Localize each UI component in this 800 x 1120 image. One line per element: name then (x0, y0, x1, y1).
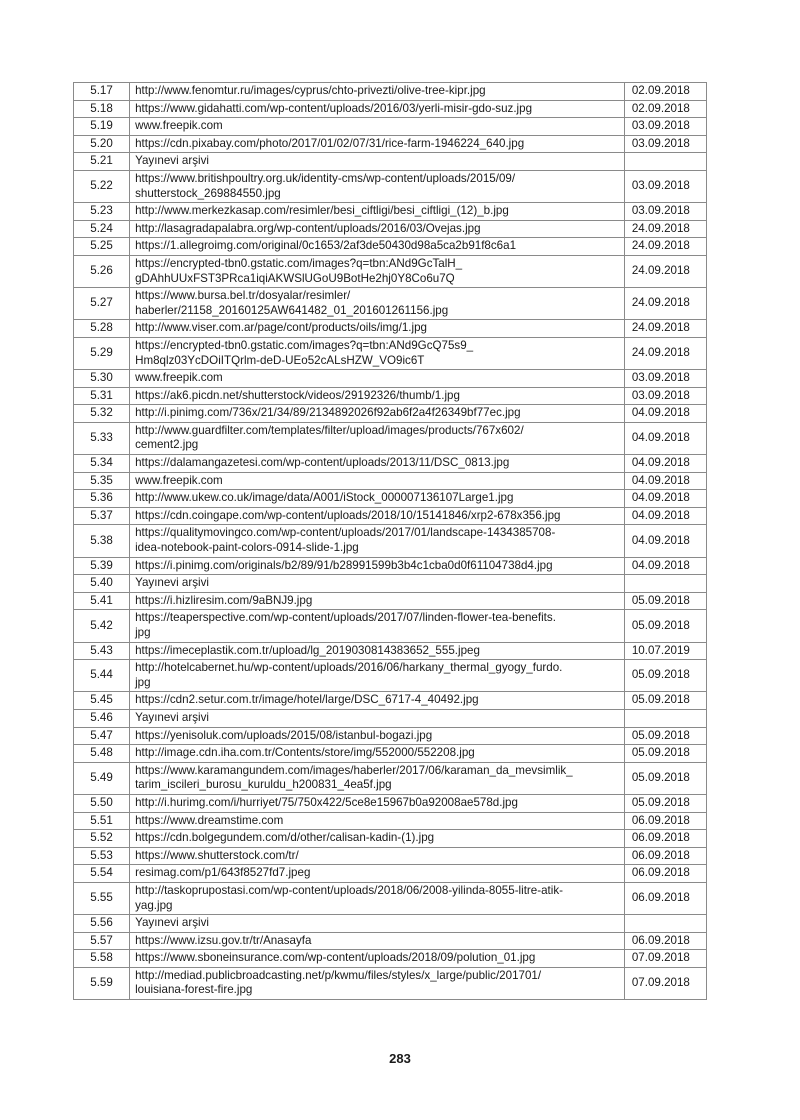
table-row (74, 745, 707, 763)
figure-number-cell: 5.33 (74, 422, 130, 454)
source-cell: http://www.ukew.co.uk/image/data/A001/iStock_000007136107Large1.jpg (130, 490, 625, 508)
figure-number-cell: 5.48 (74, 745, 130, 763)
table-row (74, 642, 707, 660)
table-row (74, 882, 707, 914)
figure-number-cell: 5.17 (74, 83, 130, 101)
access-date-cell: 04.09.2018 (624, 455, 706, 473)
table-row (74, 915, 707, 933)
figure-number-cell: 5.45 (74, 692, 130, 710)
figure-number-cell: 5.43 (74, 642, 130, 660)
source-cell: https://cdn2.setur.com.tr/image/hotel/large/DSC_6717-4_40492.jpg (130, 692, 625, 710)
figure-number-cell: 5.53 (74, 847, 130, 865)
access-date-cell: 04.09.2018 (624, 405, 706, 423)
access-date-cell: 24.09.2018 (624, 238, 706, 256)
figure-number-cell: 5.37 (74, 507, 130, 525)
access-date-cell (624, 153, 706, 171)
figure-number-cell: 5.25 (74, 238, 130, 256)
figure-number-cell: 5.32 (74, 405, 130, 423)
access-date-cell: 03.09.2018 (624, 203, 706, 221)
figure-number-cell: 5.59 (74, 967, 130, 999)
figure-number-cell: 5.23 (74, 203, 130, 221)
figure-number-cell: 5.34 (74, 455, 130, 473)
source-cell: http://taskoprupostasi.com/wp-content/uploads/2018/06/2008-yilinda-8055-litre-atik- yag.jpg (130, 882, 625, 914)
access-date-cell: 05.09.2018 (624, 660, 706, 692)
table-row (74, 153, 707, 171)
table-row (74, 692, 707, 710)
source-cell: http://i.hurimg.com/i/hurriyet/75/750x422/5ce8e15967b0a92008ae578d.jpg (130, 794, 625, 812)
table-row (74, 575, 707, 593)
access-date-cell: 05.09.2018 (624, 592, 706, 610)
access-date-cell: 07.09.2018 (624, 967, 706, 999)
figure-number-cell: 5.41 (74, 592, 130, 610)
figure-number-cell: 5.57 (74, 932, 130, 950)
access-date-cell: 05.09.2018 (624, 794, 706, 812)
figure-number-cell: 5.26 (74, 255, 130, 287)
figure-number-cell: 5.20 (74, 135, 130, 153)
table-row (74, 932, 707, 950)
figure-number-cell: 5.39 (74, 557, 130, 575)
access-date-cell: 03.09.2018 (624, 387, 706, 405)
access-date-cell: 02.09.2018 (624, 83, 706, 101)
table-row (74, 135, 707, 153)
source-cell: https://dalamangazetesi.com/wp-content/uploads/2013/11/DSC_0813.jpg (130, 455, 625, 473)
access-date-cell: 06.09.2018 (624, 830, 706, 848)
table-row (74, 610, 707, 642)
image-sources-table-body (74, 83, 707, 1000)
source-cell: http://i.pinimg.com/736x/21/34/89/2134892026f92ab6f2a4f26349bf77ec.jpg (130, 405, 625, 423)
figure-number-cell: 5.40 (74, 575, 130, 593)
access-date-cell: 04.09.2018 (624, 472, 706, 490)
source-cell: Yayınevi arşivi (130, 153, 625, 171)
access-date-cell: 06.09.2018 (624, 882, 706, 914)
table-row (74, 220, 707, 238)
source-cell: http://hotelcabernet.hu/wp-content/uploads/2016/06/harkany_thermal_gyogy_furdo. jpg (130, 660, 625, 692)
source-cell: http://www.guardfilter.com/templates/filter/upload/images/products/767x602/ cement2.jpg (130, 422, 625, 454)
source-cell: http://image.cdn.iha.com.tr/Contents/store/img/552000/552208.jpg (130, 745, 625, 763)
access-date-cell: 03.09.2018 (624, 118, 706, 136)
table-row (74, 525, 707, 557)
source-cell: Yayınevi arşivi (130, 575, 625, 593)
access-date-cell: 05.09.2018 (624, 692, 706, 710)
source-cell: https://www.dreamstime.com (130, 812, 625, 830)
figure-number-cell: 5.42 (74, 610, 130, 642)
table-row (74, 118, 707, 136)
access-date-cell: 04.09.2018 (624, 525, 706, 557)
table-row (74, 405, 707, 423)
access-date-cell (624, 709, 706, 727)
access-date-cell: 05.09.2018 (624, 727, 706, 745)
source-cell: https://i.hizliresim.com/9aBNJ9.jpg (130, 592, 625, 610)
source-cell: www.freepik.com (130, 472, 625, 490)
figure-number-cell: 5.27 (74, 288, 130, 320)
access-date-cell: 24.09.2018 (624, 220, 706, 238)
access-date-cell: 03.09.2018 (624, 135, 706, 153)
figure-number-cell: 5.58 (74, 950, 130, 968)
access-date-cell (624, 575, 706, 593)
table-row (74, 660, 707, 692)
table-row (74, 794, 707, 812)
figure-number-cell: 5.18 (74, 100, 130, 118)
source-cell: https://yenisoluk.com/uploads/2015/08/istanbul-bogazi.jpg (130, 727, 625, 745)
access-date-cell: 24.09.2018 (624, 255, 706, 287)
access-date-cell: 05.09.2018 (624, 745, 706, 763)
access-date-cell: 07.09.2018 (624, 950, 706, 968)
table-row (74, 170, 707, 202)
figure-number-cell: 5.54 (74, 865, 130, 883)
source-cell: https://i.pinimg.com/originals/b2/89/91/b28991599b3b4c1cba0d0f61104738d4.jpg (130, 557, 625, 575)
table-row (74, 387, 707, 405)
source-cell: https://cdn.coingape.com/wp-content/uploads/2018/10/15141846/xrp2-678x356.jpg (130, 507, 625, 525)
figure-number-cell: 5.36 (74, 490, 130, 508)
source-cell: Yayınevi arşivi (130, 915, 625, 933)
table-row (74, 709, 707, 727)
access-date-cell: 24.09.2018 (624, 288, 706, 320)
source-cell: http://lasagradapalabra.org/wp-content/uploads/2016/03/Ovejas.jpg (130, 220, 625, 238)
table-row (74, 490, 707, 508)
table-row (74, 203, 707, 221)
access-date-cell: 24.09.2018 (624, 320, 706, 338)
table-row (74, 967, 707, 999)
table-row (74, 727, 707, 745)
source-cell: https://encrypted-tbn0.gstatic.com/images?q=tbn:ANd9GcQ75s9_ Hm8qlz03YcDOiITQrlm-deD-UEo52cALsHZW_VO9ic6T (130, 337, 625, 369)
table-row (74, 830, 707, 848)
access-date-cell: 03.09.2018 (624, 170, 706, 202)
figure-number-cell: 5.28 (74, 320, 130, 338)
source-cell: https://www.sboneinsurance.com/wp-content/uploads/2018/09/polution_01.jpg (130, 950, 625, 968)
source-cell: http://mediad.publicbroadcasting.net/p/kwmu/files/styles/x_large/public/201701/ louisiana-forest-fire.jpg (130, 967, 625, 999)
table-row (74, 507, 707, 525)
table-row (74, 455, 707, 473)
figure-number-cell: 5.19 (74, 118, 130, 136)
access-date-cell: 24.09.2018 (624, 337, 706, 369)
table-row (74, 950, 707, 968)
figure-number-cell: 5.49 (74, 762, 130, 794)
source-cell: https://www.shutterstock.com/tr/ (130, 847, 625, 865)
table-row (74, 83, 707, 101)
table-row (74, 762, 707, 794)
figure-number-cell: 5.35 (74, 472, 130, 490)
figure-number-cell: 5.24 (74, 220, 130, 238)
access-date-cell: 10.07.2019 (624, 642, 706, 660)
table-row (74, 238, 707, 256)
figure-number-cell: 5.38 (74, 525, 130, 557)
table-row (74, 592, 707, 610)
source-cell: https://www.karamangundem.com/images/haberler/2017/06/karaman_da_mevsimlik_ tarim_iscileri_burosu_kuruldu_h200831_4ea5f.jpg (130, 762, 625, 794)
image-sources-table (73, 82, 707, 1000)
access-date-cell: 06.09.2018 (624, 812, 706, 830)
figure-number-cell: 5.47 (74, 727, 130, 745)
source-cell: https://teaperspective.com/wp-content/uploads/2017/07/linden-flower-tea-benefits. jpg (130, 610, 625, 642)
access-date-cell: 02.09.2018 (624, 100, 706, 118)
figure-number-cell: 5.55 (74, 882, 130, 914)
page-number: 283 (389, 1051, 411, 1066)
table-row (74, 255, 707, 287)
access-date-cell: 05.09.2018 (624, 762, 706, 794)
figure-number-cell: 5.21 (74, 153, 130, 171)
source-cell: https://cdn.pixabay.com/photo/2017/01/02/07/31/rice-farm-1946224_640.jpg (130, 135, 625, 153)
access-date-cell: 03.09.2018 (624, 370, 706, 388)
table-row (74, 557, 707, 575)
access-date-cell: 05.09.2018 (624, 610, 706, 642)
table-row (74, 337, 707, 369)
access-date-cell: 04.09.2018 (624, 490, 706, 508)
table-row (74, 865, 707, 883)
source-cell: https://ak6.picdn.net/shutterstock/videos/29192326/thumb/1.jpg (130, 387, 625, 405)
access-date-cell: 06.09.2018 (624, 932, 706, 950)
source-cell: https://1.allegroimg.com/original/0c1653/2af3de50430d98a5ca2b91f8c6a1 (130, 238, 625, 256)
access-date-cell: 04.09.2018 (624, 507, 706, 525)
source-cell: http://www.fenomtur.ru/images/cyprus/chto-privezti/olive-tree-kipr.jpg (130, 83, 625, 101)
source-cell: Yayınevi arşivi (130, 709, 625, 727)
source-cell: http://www.viser.com.ar/page/cont/products/oils/img/1.jpg (130, 320, 625, 338)
source-cell: https://www.izsu.gov.tr/tr/Anasayfa (130, 932, 625, 950)
figure-number-cell: 5.29 (74, 337, 130, 369)
source-cell: resimag.com/p1/643f8527fd7.jpeg (130, 865, 625, 883)
table-row (74, 812, 707, 830)
figure-number-cell: 5.30 (74, 370, 130, 388)
source-cell: https://www.bursa.bel.tr/dosyalar/resimler/ haberler/21158_20160125AW641482_01_201601261156.jpg (130, 288, 625, 320)
table-row (74, 422, 707, 454)
figure-number-cell: 5.31 (74, 387, 130, 405)
source-cell: www.freepik.com (130, 118, 625, 136)
table-row (74, 288, 707, 320)
figure-number-cell: 5.56 (74, 915, 130, 933)
table-row (74, 320, 707, 338)
table-row (74, 472, 707, 490)
access-date-cell (624, 915, 706, 933)
source-cell: https://qualitymovingco.com/wp-content/uploads/2017/01/landscape-1434385708- idea-notebook-paint-colors-0914-slide-1.jpg (130, 525, 625, 557)
access-date-cell: 06.09.2018 (624, 865, 706, 883)
source-cell: https://imeceplastik.com.tr/upload/lg_2019030814383652_555.jpeg (130, 642, 625, 660)
figure-number-cell: 5.46 (74, 709, 130, 727)
table-row (74, 100, 707, 118)
figure-number-cell: 5.50 (74, 794, 130, 812)
figure-number-cell: 5.44 (74, 660, 130, 692)
access-date-cell: 04.09.2018 (624, 557, 706, 575)
source-cell: https://encrypted-tbn0.gstatic.com/images?q=tbn:ANd9GcTalH_ gDAhhUUxFST3PRca1iqiAKWSlUGoU9BotHe2hj0Y8Co6u7Q (130, 255, 625, 287)
source-cell: www.freepik.com (130, 370, 625, 388)
source-cell: https://www.gidahatti.com/wp-content/uploads/2016/03/yerli-misir-gdo-suz.jpg (130, 100, 625, 118)
access-date-cell: 04.09.2018 (624, 422, 706, 454)
source-cell: http://www.merkezkasap.com/resimler/besi_ciftligi/besi_ciftligi_(12)_b.jpg (130, 203, 625, 221)
figure-number-cell: 5.22 (74, 170, 130, 202)
table-row (74, 370, 707, 388)
source-cell: https://www.britishpoultry.org.uk/identity-cms/wp-content/uploads/2015/09/ shutterstock_269884550.jpg (130, 170, 625, 202)
figure-number-cell: 5.52 (74, 830, 130, 848)
figure-number-cell: 5.51 (74, 812, 130, 830)
table-row (74, 847, 707, 865)
access-date-cell: 06.09.2018 (624, 847, 706, 865)
source-cell: https://cdn.bolgegundem.com/d/other/calisan-kadin-(1).jpg (130, 830, 625, 848)
